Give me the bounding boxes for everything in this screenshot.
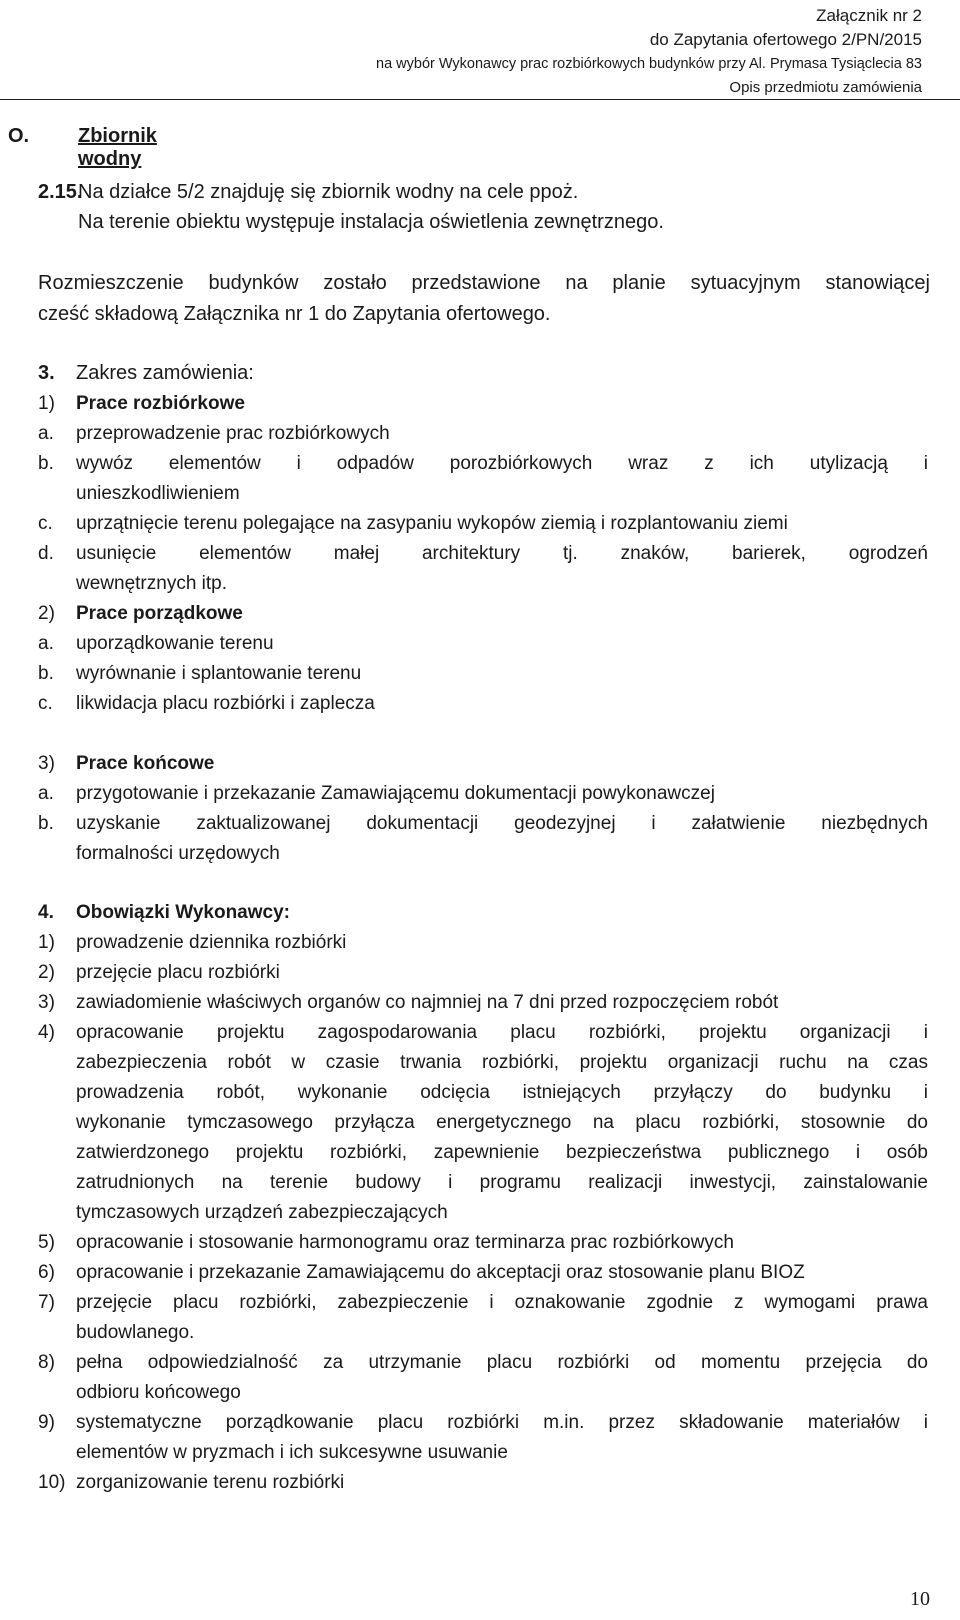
duty-label: 6) — [38, 1262, 55, 1283]
header-description: Opis przedmiotu zamówienia — [729, 79, 922, 96]
item-letter: d. — [38, 543, 54, 564]
list-item — [76, 543, 928, 565]
duty-label: 3) — [38, 992, 55, 1013]
duty-label: 10) — [38, 1472, 66, 1493]
duty-item: opracowanie i przekazanie Zamawiającemu do akceptacji oraz stosowanie planu BIOZ — [76, 1262, 805, 1283]
list-item: likwidacja placu rozbiórki i zaplecza — [76, 693, 375, 714]
header-attachment: Załącznik nr 2 — [816, 6, 922, 25]
text-run: usunięcie elementów małej architektury tj. znaków, barierek, ogrodzeń — [76, 543, 928, 564]
list-item — [76, 453, 928, 475]
item-letter: a. — [38, 783, 54, 804]
item-letter: b. — [38, 813, 54, 834]
duty-item-continuation: elementów w pryzmach i ich sukcesywne usuwanie — [76, 1442, 508, 1463]
page-header — [376, 4, 922, 100]
duty-label: 9) — [38, 1412, 55, 1433]
item-letter: c. — [38, 513, 53, 534]
duty-item: zorganizowanie terenu rozbiórki — [76, 1472, 345, 1493]
duty-item: prowadzenie dziennika rozbiórki — [76, 932, 347, 953]
duty-item: przejęcie placu rozbiórki — [76, 962, 280, 983]
duty-item-continuation: zabezpieczenia robót w czasie trwania rozbiórki, projektu organizacji ruchu na czas — [76, 1052, 928, 1073]
duty-item-continuation: odbioru końcowego — [76, 1382, 241, 1403]
section-number: O. — [8, 125, 30, 147]
duty-label: 4) — [38, 1022, 55, 1043]
header-purpose: na wybór Wykonawcy prac rozbiórkowych budynków przy Al. Prymasa Tysiąclecia 83 — [376, 56, 922, 72]
duty-item-continuation: prowadzenia robót, wykonanie odcięcia istniejących przyłączy do budynku i — [76, 1082, 928, 1103]
duty-item-continuation: zatwierdzonego projektu rozbiórki, zapewnienie bezpieczeństwa publicznego i osób — [76, 1142, 928, 1163]
group-label: 2) — [38, 603, 55, 624]
section-title: Zakres zamówienia: — [76, 362, 254, 384]
group-label: 1) — [38, 393, 55, 414]
list-item: przygotowanie i przekazanie Zamawiającemu dokumentacji powykonawczej — [76, 783, 715, 804]
duty-label: 1) — [38, 932, 55, 953]
duty-item: opracowanie i stosowanie harmonogramu oraz terminarza prac rozbiórkowych — [76, 1232, 734, 1253]
duty-label: 8) — [38, 1352, 55, 1373]
duty-label: 5) — [38, 1232, 55, 1253]
duty-item-continuation: tymczasowych urządzeń zabezpieczających — [76, 1202, 448, 1223]
paragraph-line: Na terenie obiektu występuje instalacja oświetlenia zewnętrznego. — [78, 211, 664, 233]
item-letter: a. — [38, 633, 54, 654]
item-letter: c. — [38, 693, 53, 714]
paragraph-line: Na działce 5/2 znajduję się zbiornik wodny na cele ppoż. — [78, 181, 579, 203]
group-title: Prace rozbiórkowe — [76, 393, 245, 414]
header-inquiry: do Zapytania ofertowego 2/PN/2015 — [649, 30, 922, 49]
list-item: przeprowadzenie prac rozbiórkowych — [76, 423, 390, 444]
item-letter: a. — [38, 423, 54, 444]
duty-item-continuation: wykonanie tymczasowego przyłącza energetycznego na placu rozbiórki, stosownie do — [76, 1112, 928, 1133]
paragraph-number: 2.15. — [38, 181, 83, 203]
list-item: uprzątnięcie terenu polegające na zasypaniu wykopów ziemią i rozplantowaniu ziemi — [76, 513, 788, 534]
list-item-continuation: unieszkodliwieniem — [76, 483, 240, 504]
duty-item: pełna odpowiedzialność za utrzymanie placu rozbiórki od momentu przejęcia do — [76, 1352, 928, 1373]
section-title: Zbiornik wodny — [78, 125, 157, 170]
list-item: wyrównanie i splantowanie terenu — [76, 663, 362, 684]
group-title: Prace porządkowe — [76, 603, 243, 624]
duty-item: opracowanie projektu zagospodarowania placu rozbiórki, projektu organizacji i — [76, 1022, 928, 1043]
duty-item: systematyczne porządkowanie placu rozbiórki m.in. przez składowanie materiałów i — [76, 1412, 928, 1433]
section-title: Obowiązki Wykonawcy: — [76, 902, 290, 923]
group-title: Prace końcowe — [76, 753, 215, 774]
section-number: 4. — [38, 902, 54, 923]
group-label: 3) — [38, 753, 55, 774]
section-number: 3. — [38, 362, 55, 384]
list-item-continuation: wewnętrznych itp. — [76, 573, 228, 594]
duty-item-continuation: budowlanego. — [76, 1322, 195, 1343]
paragraph-line: cześć składową Załącznika nr 1 do Zapytania ofertowego. — [38, 303, 551, 325]
duty-label: 7) — [38, 1292, 55, 1313]
list-item: uporządkowanie terenu — [76, 633, 274, 654]
duty-item-continuation: zatrudnionych na terenie budowy i programu realizacji inwestycji, zainstalowanie — [76, 1172, 928, 1193]
item-letter: b. — [38, 453, 54, 474]
paragraph-line — [38, 272, 930, 295]
text-run: Rozmieszczenie budynków zostało przedstawione na planie sytuacyjnym stanowiącej — [38, 272, 930, 294]
item-letter: b. — [38, 663, 54, 684]
text-run: wywóz elementów i odpadów porozbiórkowych wraz z ich utylizacją i — [76, 453, 928, 474]
text-run: uzyskanie zaktualizowanej dokumentacji geodezyjnej i załatwienie niezbędnych — [76, 813, 928, 834]
list-item-continuation: formalności urzędowych — [76, 843, 280, 864]
duty-label: 2) — [38, 962, 55, 983]
page-number: 10 — [910, 1588, 930, 1610]
duty-item: przejęcie placu rozbiórki, zabezpieczenie i oznakowanie zgodnie z wymogami prawa — [76, 1292, 928, 1313]
duty-item: zawiadomienie właściwych organów co najmniej na 7 dni przed rozpoczęciem robót — [76, 992, 779, 1013]
header-divider — [0, 99, 960, 100]
list-item — [76, 813, 928, 835]
